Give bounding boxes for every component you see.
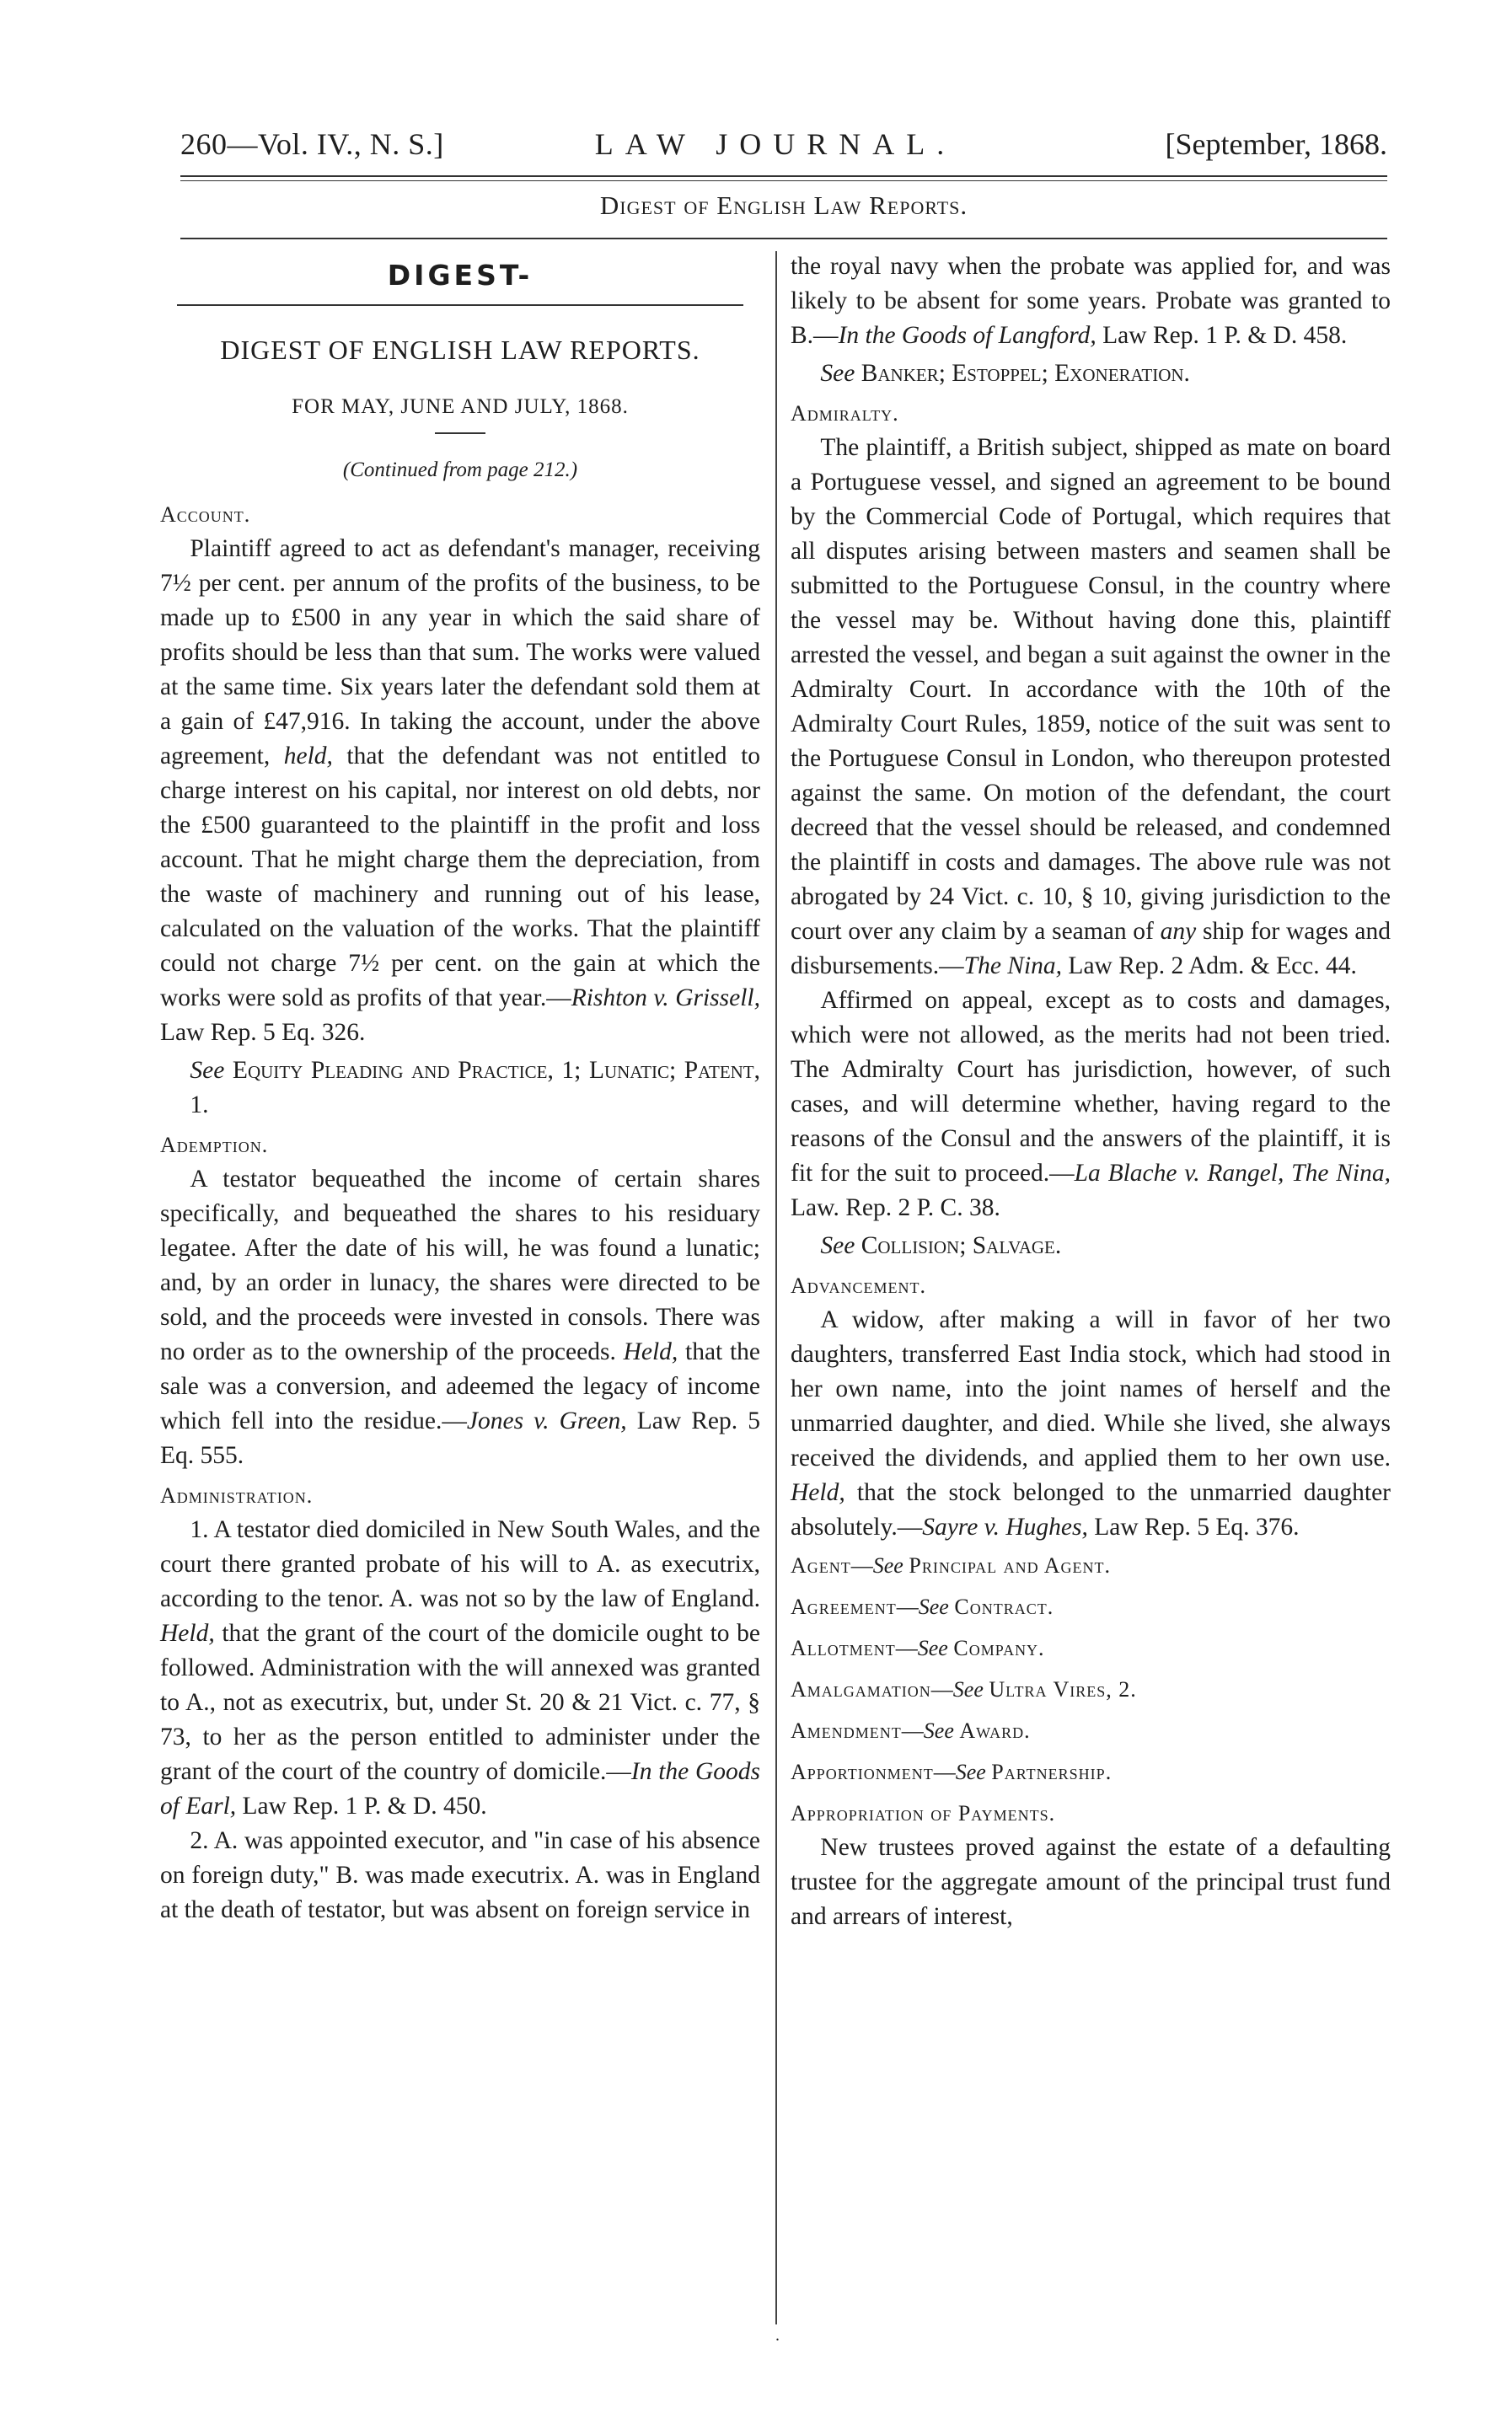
- heading-admiralty: Admiralty.: [791, 401, 899, 426]
- left-column: [160, 253, 760, 1927]
- digest-title: DIGEST-: [387, 259, 533, 292]
- cross-reference: Apportionment—See Partnership.: [791, 1760, 1113, 1784]
- heading-administration: Administration.: [160, 1483, 314, 1508]
- subheader-rule: [180, 238, 1387, 239]
- entry-advancement: A widow, after making a will in favor of her two daughters, transferred East India stock, which had stood in her own name, into the joint names of herself and the unmarried daughter, and died. While she lived, she always received the dividends, and applied them to her own use. Held, that the stock belonged to the unmarried daughter absolutely.—Sayre v. Hughes, Law Rep. 5 Eq. 376.: [791, 1306, 1391, 1541]
- article-title: DIGEST OF ENGLISH LAW REPORTS.: [220, 335, 700, 365]
- entry-administration-2: 2. A. was appointed executor, and "in case of his absence on foreign duty," B. was made executrix. A. was in England at the death of testator, but was absent on foreign service in: [160, 1827, 760, 1923]
- entry-admiralty-appeal: Affirmed on appeal, except as to costs and damages, which were not allowed, as the merits had not been tried. The Admiralty Court has jurisdiction, however, of such cases, and will determine whether, having regard to the reasons of the Consul and the answers of the plaintiff, it is fit for the suit to proceed.—La Blache v. Rangel, The Nina, Law. Rep. 2 P. C. 38.: [791, 987, 1391, 1221]
- article-period: FOR MAY, JUNE AND JULY, 1868.: [292, 395, 629, 418]
- digest-rule: [177, 304, 743, 306]
- heading-account: Account.: [160, 502, 251, 527]
- entry-account: Plaintiff agreed to act as defendant's manager, receiving 7½ per cent. per annum of the profits of the business, to be made up to £500 in any year in which the said share of profits should be less than that sum. The works were valued at the same time. Six years later the defendant sold them at a gain of £47,916. In taking the account, under the above agreement, held, that the defendant was not entitled to charge interest on his capital, nor interest on old debts, nor the £500 guaranteed to the plaintiff in the profit and loss account. That he might charge them the depreciation, from the waste of machinery and running out of his lease, calculated on the valuation of the works. That the plaintiff could not charge 7½ per cent. on the gain at which the works were sold as profits of that year.—Rishton v. Grissell, Law Rep. 5 Eq. 326.: [160, 535, 761, 1046]
- cross-reference: Amalgamation—See Ultra Vires, 2.: [791, 1677, 1137, 1702]
- running-head-title: LAW JOURNAL.: [594, 127, 957, 161]
- entry-administration-2-continued: the royal navy when the probate was applied for, and was likely to be absent for some years. Probate was granted to B.—In the Goods of Langford, Law Rep. 1 P. & D. 458.: [791, 253, 1391, 349]
- cross-reference: Agreement—See Contract.: [791, 1595, 1054, 1619]
- header-rule-bottom: [180, 180, 1387, 181]
- running-head-date: [September, 1868.: [1165, 127, 1387, 161]
- column-divider: [775, 251, 777, 2324]
- running-head-volume: 260—Vol. IV., N. S.]: [180, 127, 444, 161]
- heading-ademption: Ademption.: [160, 1133, 269, 1157]
- heading-appropriation: Appropriation of Payments.: [791, 1801, 1056, 1826]
- header-rule-top: [180, 175, 1387, 177]
- see-also-admiralty: See Collision; Salvage.: [820, 1232, 1062, 1259]
- heading-advancement: Advancement.: [791, 1273, 926, 1298]
- period-rule: [435, 432, 485, 434]
- continued-note: (Continued from page 212.): [342, 458, 578, 481]
- entry-admiralty: The plaintiff, a British subject, shipped as mate on board a Portuguese vessel, and signed an agreement to be bound by the Commercial Code of Portugal, which requires that all disputes arising between masters and seamen shall be submitted to the Portuguese Consul, in the country where the vessel may be. Without having done this, plaintiff arrested the vessel, and began a suit against the owner in the Admiralty Court. In accordance with the 10th of the Admiralty Court Rules, 1859, notice of the suit was sent to the Portuguese Consul in London, who thereupon protested against the same. On motion of the defendant, the court decreed that the vessel should be released, and condemned the plaintiff in costs and damages. The above rule was not abrogated by 24 Vict. c. 10, § 10, giving jurisdiction to the court over any claim by a seaman of any ship for wages and disbursements.—The Nina, Law Rep. 2 Adm. & Ecc. 44.: [791, 434, 1391, 979]
- entry-ademption: A testator bequeathed the income of certain shares specifically, and bequeathed the shares to his residuary legatee. After the date of his will, he was found a lunatic; and, by an order in lunacy, the shares were directed to be sold, and the proceeds were invested in consols. There was no order as to the ownership of the proceeds. Held, that the sale was a conversion, and adeemed the legacy of income which fell into the residue.—Jones v. Green, Law Rep. 5 Eq. 555.: [160, 1166, 761, 1469]
- entry-appropriation: New trustees proved against the estate of a defaulting trustee for the aggregate amount of the principal trust fund and arrears of interest,: [791, 1834, 1391, 1930]
- see-also-administration: See Banker; Estoppel; Exoneration.: [820, 360, 1190, 387]
- footer-mark: .: [775, 2326, 780, 2345]
- cross-reference: Agent—See Principal and Agent.: [791, 1553, 1111, 1578]
- right-column: [791, 249, 1391, 1934]
- cross-reference: Amendment—See Award.: [791, 1718, 1031, 1743]
- see-also-account: See Equity Pleading and Practice, 1; Lunatic; Patent, 1.: [190, 1057, 761, 1118]
- entry-administration-1: 1. A testator died domiciled in New South Wales, and the court there granted probate of his will to A. as executrix, according to the tenor. A. was not so by the law of England. Held, that the grant of the court of the domicile ought to be followed. Administration with the will annexed was granted to A., not as executrix, but, under St. 20 & 21 Vict. c. 77, § 73, to her as the person entitled to administer under the grant of the court of the country of domicile.—In the Goods of Earl, Law Rep. 1 P. & D. 450.: [160, 1516, 761, 1820]
- section-subheader: Digest of English Law Reports.: [599, 190, 968, 220]
- cross-reference: Allotment—See Company.: [791, 1636, 1045, 1660]
